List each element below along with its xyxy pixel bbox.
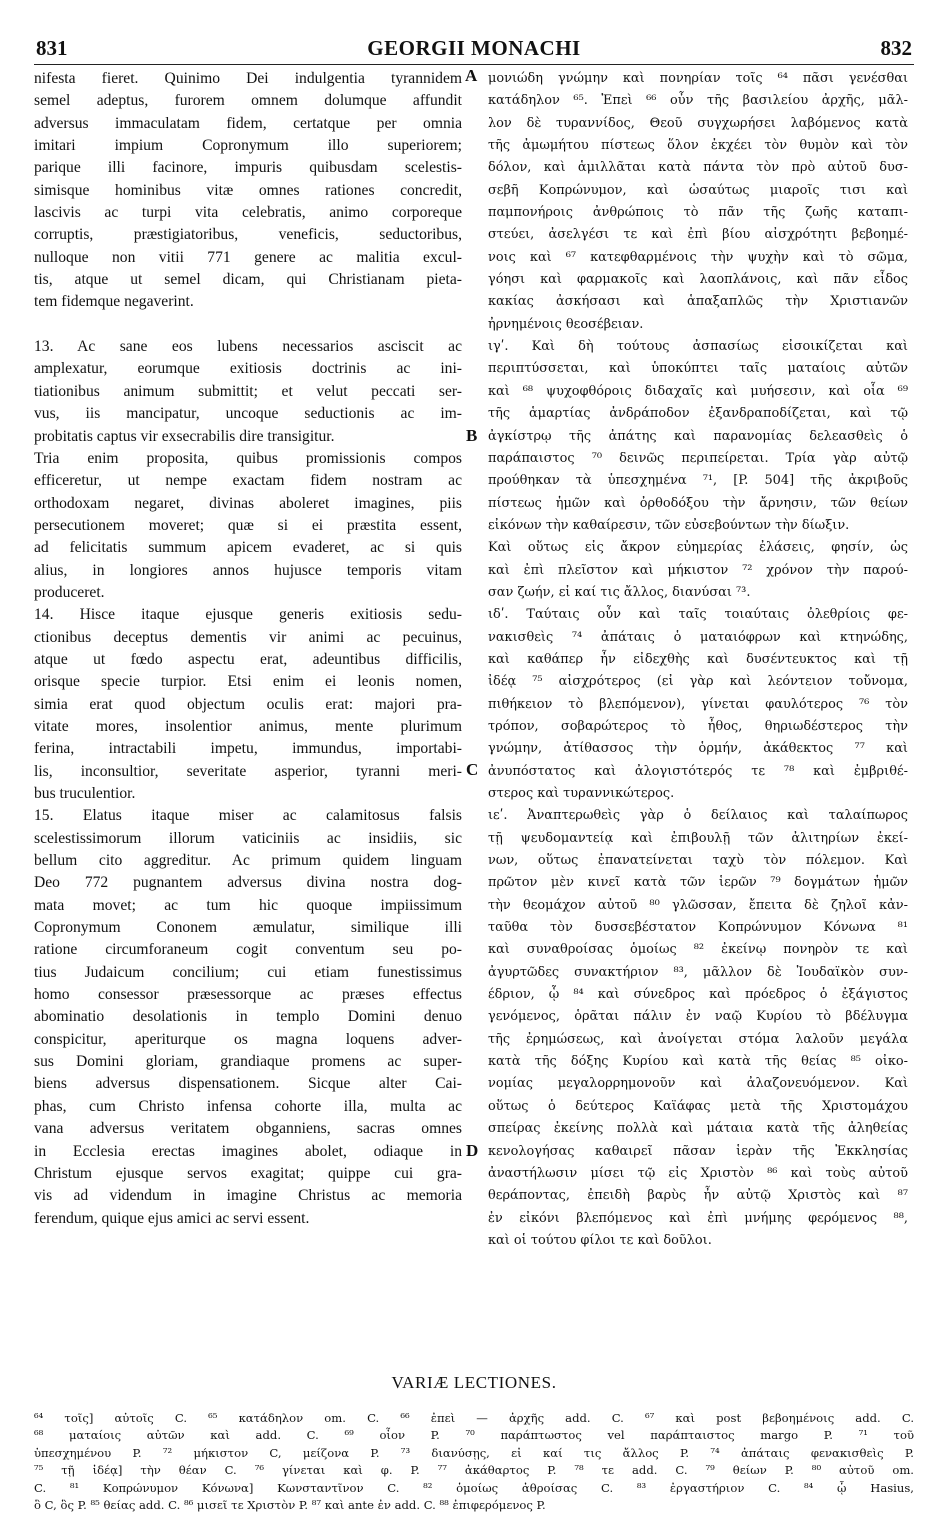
greek-line: τῆς ἁμαρτίας ἀνδράποδον ἐξανδραποδίζεται, καὶ τῷ (488, 406, 908, 422)
greek-line: γνώμην, ἀτίθασσος τὴν ὁρμήν, ἀκάθεκτος ⁷⁷ καὶ (488, 741, 908, 757)
greek-line: σπείρας ἐκείνης πολλὰ καὶ μάταια κατὰ τῆς ἀληθείας (488, 1121, 908, 1137)
greek-line: δόλον, καὶ ἁμιλλᾶται κατὰ πάντα τὸν πρὸ αὐτοῦ δυσ- (488, 160, 908, 176)
latin-line: Copronymum Cononem æmulatur, similique illi (34, 919, 462, 937)
latin-line: 13. Ac sane eos lubens necessarios asciscit ac (34, 338, 462, 356)
greek-line: ἀγκίστρῳ τῆς ἀπάτης καὶ παρανομίας δελεασθεὶς ὁ (488, 428, 908, 444)
greek-line: ταῦθα τὸν δυσσεβέστατον Κοπρώνυμον Κόνωνα ⁸¹ (488, 920, 908, 936)
latin-line: produceret. (34, 583, 105, 601)
greek-line: οὕτως ὁ δεύτερος Καϊάφας μετὰ τῆς Χριστομάχου (488, 1098, 908, 1114)
greek-line: ιδʹ. Ταύταις οὖν καὶ ταῖς τοιαύταις ὀλεθρίοις φε- (488, 607, 908, 623)
greek-line: κατὰ τῆς δόξης Κυρίου καὶ κατὰ τῆς θείας ⁸⁵ οἰκο- (488, 1054, 908, 1070)
greek-line: τρόπον, σοβαρώτερος τὸ ἦθος, θηριωδέστερος τὴν (488, 718, 908, 734)
latin-line: scelestissimorum illorum vaticiniis ac insidiis, sic (34, 829, 462, 847)
margin-letter-b: B (466, 426, 478, 445)
latin-line: conspicitur, aperiturque os magna loquens adver- (34, 1030, 462, 1048)
note-line: ὑπεσχημένου P. ⁷² μήκιστον C, μείζονα P. ⁷³ διανύσῃς, εἰ καί τις ἄλλος P. ⁷⁴ ἀπάταις φενακισθεὶς P. (34, 1445, 914, 1460)
latin-line: in Ecclesia erectas imagines abolet, odiaque in (34, 1142, 462, 1160)
greek-line: στεύει, ἀσελγέσι τε καὶ ἐπὶ βίου αἰσχρότητι βεβοημέ- (488, 227, 908, 243)
greek-line: τὴν θεομάχον αὐτοῦ ⁸⁰ γλῶσσαν, ἔπειτα δὲ ζηλοῖ κἀν- (488, 897, 908, 913)
latin-line: probitatis captus vir exsecrabilis dire transigitur. (34, 427, 335, 445)
latin-line: persecutionem moveret; quæ si ei præstita essent, (34, 516, 462, 534)
latin-line: bellum cito aggreditur. Ac primum quidem linguam (34, 852, 462, 870)
greek-line: νακισθεὶς ⁷⁴ ἀπάταις ὁ ματαιόφρων καὶ κτηνώδης, (488, 629, 908, 645)
latin-line: sus Domini gloriam, grandiaque promens ac super- (34, 1053, 462, 1071)
greek-line: προύθηκαν τὰ ὑπεσχημένα ⁷¹, [P. 504] τῆς ἀκριβοῦς (488, 473, 908, 489)
page-number-right: 832 (880, 36, 912, 60)
latin-line: bus truculentior. (34, 785, 136, 802)
greek-line: σεβῆ Κοπρώνυμον, καὶ ὡσαύτως μιαροῖς τισι καὶ (488, 182, 908, 198)
latin-line: Tria enim proposita, quibus promissionis compos (34, 449, 462, 467)
latin-line: ad felicitatis summum apicem evaderet, ac si quis (34, 539, 462, 557)
greek-line: ἀγυρτῶδες συνακτήριον ⁸³, μᾶλλον δὲ Ἰουδαϊκὸν συν- (488, 964, 908, 980)
greek-line: καὶ καθάπερ ἦν εἰδεχθὴς καὶ δυσέντευκτος καὶ τῇ (488, 651, 908, 667)
greek-line: καὶ οἱ τούτου φίλοι τε καὶ δοῦλοι. (488, 1232, 712, 1248)
latin-line: vana adversus veritatem obganniens, sacras omnes (34, 1120, 462, 1138)
greek-line: γενόμενος, ὁρᾶται πάλιν ἐν ναῷ Κυρίου τὸ βδέλυγμα (488, 1009, 908, 1025)
greek-line: τῆς ἐρημώσεως, καὶ ἀνοίγεται στόμα λαλοῦν μεγάλα (488, 1031, 908, 1047)
greek-line: σαν ζωήν, εἰ καί τις ἄλλος, διανύσαι ⁷³. (488, 584, 751, 600)
latin-line: phas, cum Christo infensa cohorte illa, multa ac (34, 1097, 462, 1115)
latin-line: orisque specie turpior. Etsi enim ei leonis nomen, (34, 673, 462, 691)
note-line: C. ⁸¹ Κοπρώνυμον Κόνωνα] Κωνσταντῖνον C. ⁸² ὁμοίως ἀθροίσας C. ⁸³ ἐργαστήριον C. ⁸⁴ ᾧ Hasius, (34, 1480, 914, 1495)
note-line: ⁶⁴ τοῖς] αὐτοῖς C. ⁶⁵ κατάδηλον om. C. ⁶⁶ ἐπεὶ — ἀρχῆς add. C. ⁶⁷ καὶ post βεβοημένοις add. C. (34, 1411, 914, 1425)
greek-line: λον δὲ τυραννίδος, Θεοῦ συγχωρήσει λαβόμενος κατὰ (488, 115, 908, 131)
greek-line: παμπονήροις ἀνθρώποις τὸ πᾶν τῆς ζωῆς καταπι- (488, 205, 908, 221)
greek-line: Καὶ οὕτως εἰς ἄκρον εὐημερίας ἐλάσεις, φησίν, ὡς (488, 540, 908, 556)
latin-line: corruptis, præstigiatoribus, veneficis, seductoribus, (34, 226, 462, 244)
greek-line: περιπτύσσεται, καὶ ὑποκύπτει ταῖς ματαίοις αὐτῶν (488, 361, 908, 377)
latin-line (34, 314, 462, 336)
latin-line: vis ad videndum in imagine Christus ac memoria (34, 1187, 462, 1205)
greek-line: παράπαιστος ⁷⁰ δεινῶς περιπείρεται. Τρία γὰρ αὐτῷ (488, 450, 908, 466)
latin-line: mata movet; ac tum hic quoque impiissimum (34, 896, 462, 914)
latin-line: homo consessor præsessorque ac præses effectus (34, 986, 462, 1004)
greek-line: νων, οὕτως ἐπανατείνεται ταχὺ τὸν πόλεμον. Καὶ (488, 853, 908, 869)
header-rule (34, 64, 914, 65)
greek-line: ἀνυπόστατος καὶ ἀλογιστότερός τε ⁷⁸ καὶ ἐμβριθέ- (488, 763, 908, 779)
latin-line: 15. Elatus itaque miser ac calamitosus falsis (34, 807, 462, 825)
greek-line: θεράποντας, ἐπειδὴ βαρὺς ἦν αὐτῷ Χριστὸς καὶ ⁸⁷ (488, 1188, 908, 1204)
variant-readings-notes (34, 1410, 914, 1514)
note-line: ⁶⁸ ματαίοις αὐτῶν καὶ add. C. ⁶⁹ οἷον P. ⁷⁰ παράπτωστος vel παράπταιστος margo P. ⁷¹ τοῦ (34, 1428, 914, 1443)
greek-line: πίστεως ἡμῶν καὶ ὀρθοδόξου τὴν ἄρνησιν, τῶν θείων (488, 495, 908, 511)
latin-line: 14. Hisce itaque ejusque generis exitiosis sedu- (34, 606, 462, 624)
greek-line: στερος καὶ τυραννικώτερος. (488, 786, 675, 801)
greek-line: τῇ ψευδομαντείᾳ καὶ ἐπιβουλῇ τῶν ἀλιτηρίων ἐκεί- (488, 830, 908, 846)
margin-letter-d: D (466, 1141, 479, 1160)
latin-line: atque ut fœdo aspectu erat, adeuntibus difficilis, (34, 650, 462, 668)
latin-line: efficeretur, ut nempe exactam fidem nostram ac (34, 472, 462, 490)
greek-line: ἐν εἰκόνι βλεπόμενος καὶ ἐπὶ μνήμης φερόμενος ⁸⁸, (488, 1210, 908, 1226)
latin-line: tem fidemque negaverint. (34, 293, 194, 311)
latin-line: biens adversus dispensationem. Sicque alter Cai- (34, 1075, 462, 1093)
running-header (34, 36, 914, 62)
greek-line: κακίας ἀσκήσασι καὶ ἁπαξαπλῶς τὴν Χριστιανῶν (488, 294, 908, 310)
latin-line: Deo 772 pugnantem adversus divina nostra dog- (34, 874, 462, 892)
latin-line: ferina, intractabili impetu, immundus, importabi- (34, 740, 462, 758)
latin-line: lascivis ac turpi vita celebratis, animo corporeque (34, 204, 462, 222)
greek-line: ἠρνημένοις θεοσέβειαν. (488, 316, 644, 332)
greek-line: έδριον, ᾧ ⁸⁴ καὶ σύνεδρος καὶ πρόεδρος ὁ ἐξάγιστος (488, 987, 908, 1003)
latin-line: ferendum, quique ejus amici ac servi essent. (34, 1209, 310, 1227)
latin-line: parique illi facinore, impuris quibusdam scelestis- (34, 159, 462, 177)
latin-line: ratione circumforaneum cogit conventum seu po- (34, 941, 462, 959)
latin-line: imitari impium Copronymum illo superiorem; (34, 137, 462, 155)
greek-line: ἀναστήλωσιν μίσει τῷ εἰς Χριστὸν ⁸⁶ καὶ τοὺς αὐτοῦ (488, 1165, 908, 1181)
greek-line: νοις καὶ ⁶⁷ κατεφθαρμένοις τὴν ψυχὴν καὶ τὸ σῶμα, (488, 249, 908, 265)
latin-line: lis, inconsultior, severitate asperior, tyranni meri- (34, 762, 462, 780)
greek-line: ἰδέᾳ ⁷⁵ αἰσχρότερος (εἰ γὰρ καὶ λεόντειον τοὔνομα, (488, 674, 908, 690)
latin-line: tis, atque ut semel dicam, qui Christianam pieta- (34, 271, 462, 289)
latin-line: nulloque non vitii 771 genere ac malitia excul- (34, 248, 462, 266)
greek-line: πιθήκειον τὸ βλεπόμενον), γίνεται φαυλότερος ⁷⁶ τὸν (488, 696, 908, 712)
greek-line: πρῶτον μὲν κινεῖ κατὰ τῶν ἱερῶν ⁷⁹ δογμάτων ἡμῶν (488, 875, 908, 891)
variae-lectiones-heading: VARIÆ LECTIONES. (391, 1373, 557, 1392)
latin-line: nifesta fieret. Quinimo Dei indulgentia tyrannidem (34, 70, 462, 87)
greek-line: τῆς ἀμωμήτου πίστεως ὅλον ἐκχέει τὸν θυμὸν καὶ τὸν (488, 138, 908, 154)
latin-line: ctionibus deceptus dementis vir animi ac pecuinus, (34, 628, 462, 646)
latin-line: alius, in longiores annos hujusce temporis vitam (34, 561, 462, 579)
note-line: ⁷⁵ τῇ ἰδέᾳ] τὴν θέαν C. ⁷⁶ γίνεται καὶ φ. P. ⁷⁷ ἀκάθαρτος P. ⁷⁸ τε add. C. ⁷⁹ θείων P. ⁸⁰ αὐτοῦ om. (34, 1463, 914, 1478)
latin-line: semel adeptus, furorem omnem dolumque affundit (34, 92, 462, 110)
latin-line: amplexatur, eorumque exitiosis doctrinis ac ini- (34, 360, 462, 378)
latin-line: abominatio desolationis in templo Domini denuo (34, 1008, 462, 1026)
note-line: ὃ C, ὃς P. ⁸⁵ θείας add. C. ⁸⁶ μισεῖ τε Χριστὸν P. ⁸⁷ καὶ ante ἐν add. C. ⁸⁸ ἐπιφερόμενος P. (34, 1497, 546, 1512)
greek-line: καὶ ⁶⁸ ψυχοφθόροις διδαχαῖς καὶ μυήσεσιν, καὶ οἷα ⁶⁹ (488, 383, 908, 399)
greek-text-column (488, 68, 908, 1252)
greek-line: κατάδηλον ⁶⁵. Ἐπεὶ ⁶⁶ οὖν τῆς βασιλείου ἀρχῆς, μᾶλ- (488, 93, 908, 109)
latin-line: orthodoxam negaret, divinas aboleret imagines, piis (34, 494, 462, 512)
latin-line: adversus immaculatam fidem, certatque per omnia (34, 114, 462, 132)
greek-line: ιεʹ. Ἀναπτερωθεὶς γὰρ ὁ δείλαιος καὶ ταλαίπωρος (488, 808, 908, 824)
greek-line: εἰκόνων τὴν καθαίρεσιν, τῶν εὐσεβούντων τὴν δίωξιν. (488, 517, 850, 533)
latin-line: simia erat quod objectum oculis erat: majori pra- (34, 695, 462, 713)
greek-line: γόησι καὶ φαρμακοῖς καὶ λαοπλάνοις, καὶ πᾶν εἶδος (488, 272, 908, 288)
margin-letter-a: A (465, 66, 478, 85)
latin-line: simisque hominibus vitæ omnes rationes concredit, (34, 181, 462, 199)
greek-line: νομίας μεγαλορρημονοῦν καὶ ἀλαζονευόμενον. Καὶ (488, 1076, 908, 1092)
latin-line: vitate mores, insolentior animus, mente plurimum (34, 717, 462, 735)
latin-text-column (34, 68, 462, 1230)
greek-line: ιγʹ. Καὶ δὴ τούτους ἀσπασίως εἰσοικίζεται καὶ (488, 339, 908, 355)
greek-line: μονιώδη γνώμην καὶ πονηρίαν τοῖς ⁶⁴ πᾶσι γενέσθαι (488, 71, 908, 86)
margin-letter-c: C (466, 760, 479, 779)
greek-line: κενολογήσας καθαιρεῖ πᾶσαν ἱερὰν τῆς Ἐκκλησίας (488, 1143, 908, 1159)
running-title: GEORGII MONACHI (367, 36, 581, 60)
greek-line: καὶ ἐπὶ πλεῖστον καὶ μήκιστον ⁷² χρόνον τὴν παρού- (488, 562, 908, 578)
greek-line: καὶ συναθροίσας ὁμοίως ⁸² ἐκείνῳ πονηρὸν τε καὶ (488, 942, 908, 958)
latin-line: tius Judaicum concilium; cui etiam funestissimus (34, 963, 462, 981)
latin-line: vus, iis mancipatur, uncoque seductionis ac im- (34, 405, 462, 423)
latin-line: tiationibus animum submittit; et velut peccati ser- (34, 382, 462, 400)
page-number-left: 831 (36, 36, 68, 60)
latin-line: Christum ejusque servos exagitat; quippe cui gra- (34, 1164, 462, 1182)
